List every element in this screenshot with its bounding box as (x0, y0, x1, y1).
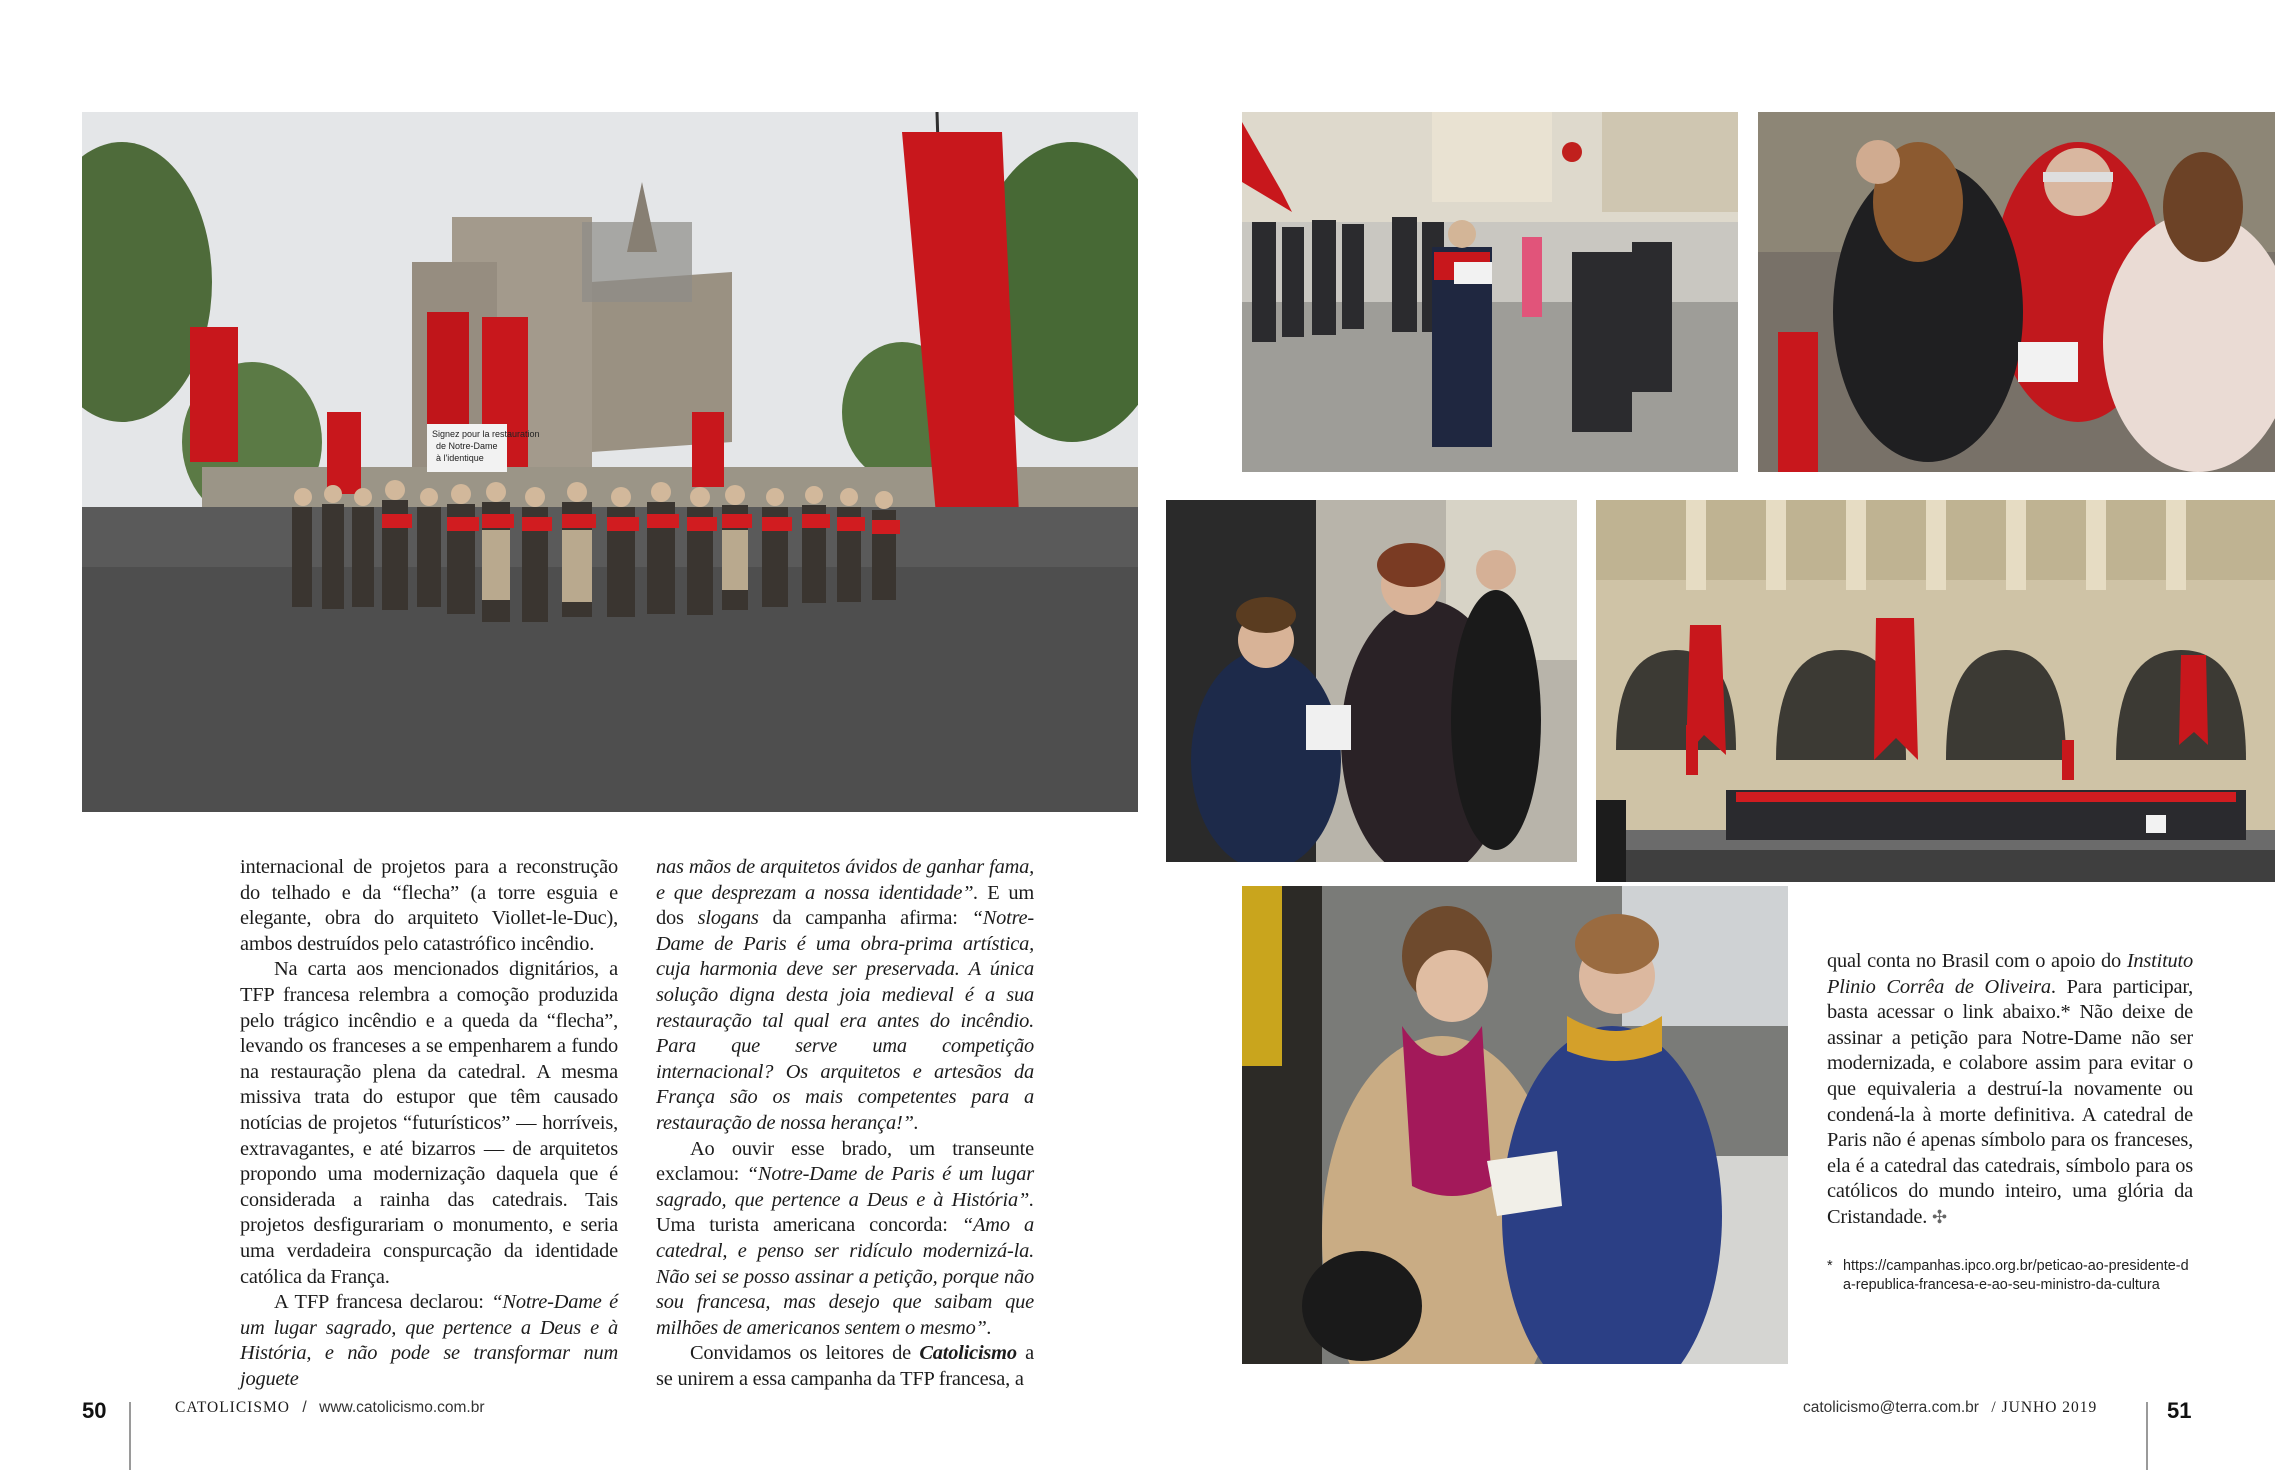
svg-text:de Notre-Dame: de Notre-Dame (436, 441, 498, 451)
text-run: . Para participar, basta acessar o link abaixo.* Não deixe de assinar a petição para Notre-Dame não ser modernizada, e colabore assim para evitar o que equivaleria a destruí-la novamente ou condená-la à morte definitiva. A catedral de Paris não é apenas símbolo para os franceses, ela é a catedral das catedrais, símbolo para os católicos do mundo inteiro, uma glória da Cristandade. (1827, 975, 2193, 1228)
footer-magazine: CATOLICISMO (175, 1399, 290, 1416)
paragraph (656, 1137, 1034, 1342)
text-run: qual conta no Brasil com o apoio do (1827, 950, 2127, 972)
text-column-3 (1827, 949, 2193, 1231)
footer-url[interactable]: www.catolicismo.com.br (319, 1399, 485, 1416)
photo-opera-procession (1596, 500, 2275, 882)
photo-two-women-reading (1242, 886, 1788, 1364)
text-run: A TFP francesa declarou: (274, 1291, 492, 1314)
quote: “Amo a catedral, e penso ser ridículo modernizá-la. Não sei se posso assinar a petição, porque não sou francesa, mas desejo que saibam que milhões de americanos sentem o mesmo”. (656, 1214, 1035, 1339)
page-number-right: 51 (2167, 1398, 2192, 1423)
page-number-left: 50 (82, 1398, 107, 1423)
footer-divider-left (129, 1402, 131, 1470)
footer-left (175, 1399, 485, 1417)
paragraph (656, 1341, 1034, 1392)
photo-boy-woman-reading (1166, 500, 1577, 862)
svg-text:à l'identique: à l'identique (436, 453, 484, 463)
photo-main-procession (82, 112, 1138, 812)
text-column-2 (656, 855, 1034, 1392)
footer-right (1803, 1399, 2097, 1417)
footer-issue: / JUNHO 2019 (1991, 1399, 2098, 1416)
text-column-1 (240, 855, 618, 1392)
footer-divider-right (2146, 1402, 2148, 1470)
footer-separator: / (302, 1399, 307, 1416)
footnote-link[interactable]: https://campanhas.ipco.org.br/peticao-ao-presidente-da-republica-francesa-e-ao-seu-ministro-da-cultura (1843, 1258, 2189, 1293)
text-run: Uma turista americana concorda: (656, 1214, 962, 1237)
paragraph (240, 1290, 618, 1392)
paragraph (1827, 949, 2193, 1231)
quote: “Notre-Dame de Paris é uma obra-prima artística, cuja harmonia deve ser preservada. A única solução digna desta joia medieval é a sua restauração tal qual era antes do incêndio. Para que serve uma competição internacional? Os arquitetos e artesãos da França são os mais competentes para a restauração de nossa herança!”. (656, 907, 1034, 1134)
paragraph: internacional de projetos para a reconstrução do telhado e da “flecha” (a torre esguia e elegante, obra do arquiteto Viollet-le-Duc), ambos destruídos pelo catastrófico incêndio. (240, 856, 618, 955)
text-run: Ao ouvir esse brado, um transeunte exclamou: (656, 1137, 1034, 1186)
quote: “Notre-Dame de Paris é um lugar sagrado, que pertence a Deus e à História”. (656, 1163, 1034, 1211)
paragraph (656, 855, 1034, 1137)
text-run: E um dos (656, 881, 1034, 930)
footnote (1827, 1257, 2207, 1295)
text-run: slogans (697, 907, 759, 930)
photo-street-interview (1242, 112, 1738, 472)
text-run: da campanha afirma: (758, 907, 972, 930)
text-run: a se unirem a essa campanha da TFP francesa, a (656, 1342, 1034, 1390)
institute-name: Instituto Plinio Corrêa de Oliveira (1827, 950, 2193, 998)
svg-text:Signez pour la restauration: Signez pour la restauration (432, 429, 540, 439)
magazine-name: Catolicismo (919, 1342, 1017, 1365)
paragraph: Na carta aos mencionados dignitários, a TFP francesa relembra a comoção produzida pelo trágico incêndio e a queda da “flecha”, levando os franceses a se empenharem a fundo na restauração plena da catedral. A mesma missiva trata do estupor que têm causado notícias de projetos “futurísticos” — horríveis, extravagantes, e até bizarros — de arquitetos propondo uma modernização daquela que é considerada a rainha das catedrais. Tais projetos desfigurariam o monumento, e seria uma verdadeira conspurcação da identidade católica da França. (240, 958, 618, 1288)
footer-email[interactable]: catolicismo@terra.com.br (1803, 1399, 1979, 1416)
quote: nas mãos de arquitetos ávidos de ganhar fama, e que desprezam a nossa identidade”. (656, 856, 1034, 904)
photo-handing-leaflets (1758, 112, 2275, 472)
footnote-marker: * (1827, 1258, 1833, 1274)
end-mark-icon: ✣ (1932, 1206, 1947, 1227)
text-run: Convidamos os leitores de (690, 1342, 920, 1365)
quote: “Notre-Dame é um lugar sagrado, que pertence a Deus e à História, e não pode se transformar num joguete (240, 1291, 618, 1390)
